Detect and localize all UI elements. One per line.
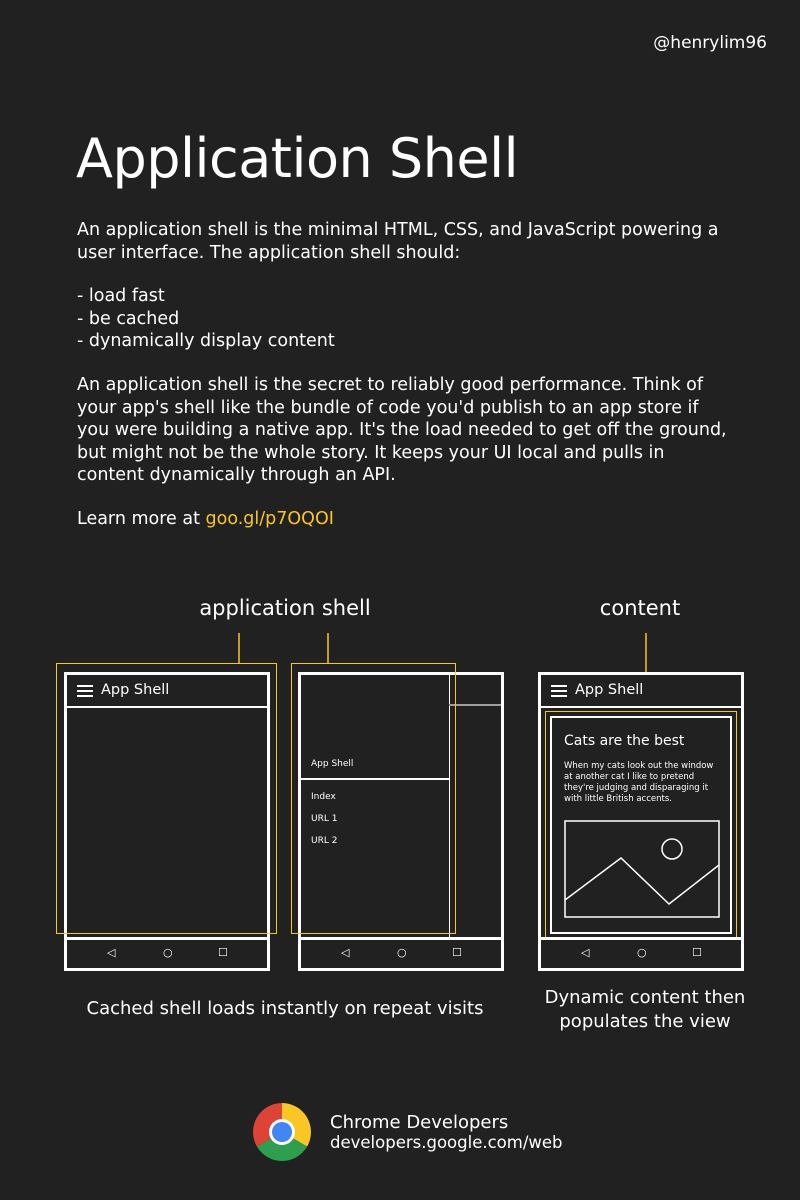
shell-highlight-box <box>56 663 277 934</box>
list-item: - load fast <box>77 286 165 306</box>
chrome-logo-icon <box>253 1103 311 1161</box>
drawer-item-url-1[interactable]: URL 1 <box>311 814 338 824</box>
list-item: - dynamically display content <box>77 331 335 351</box>
system-nav-bar <box>301 937 501 968</box>
app-bar-title: App Shell <box>575 682 644 698</box>
drawer-item-index[interactable]: Index <box>311 792 336 802</box>
card-text: When my cats look out the window at another cat I like to pretend they're judging and disparaging it with little British accents. <box>564 761 714 804</box>
back-icon: ◁ <box>581 946 590 959</box>
footer-url[interactable]: developers.google.com/web <box>330 1133 563 1152</box>
application-shell-label: application shell <box>199 596 371 620</box>
footer-brand-name: Chrome Developers <box>330 1112 509 1133</box>
list-item: - be cached <box>77 308 180 329</box>
body-paragraph: An application shell is the secret to reliably good performance. Think of your app's shell like the bundle of code you'd publish to an app store if you were building a native app. It's the load needed to get off the ground, but might not be the whole story. It keeps your UI local and pulls in content dynamically through an API. <box>77 375 727 485</box>
content-caption: Dynamic content then populates the view <box>544 987 746 1032</box>
shell-caption: Cached shell loads instantly on repeat visits <box>86 998 484 1019</box>
recents-icon: ☐ <box>692 946 702 959</box>
intro-paragraph: An application shell is the minimal HTML, CSS, and JavaScript powering a user interface. The application shell should: <box>77 220 719 263</box>
content-label: content <box>599 596 681 620</box>
home-icon: ○ <box>397 946 407 959</box>
system-nav-bar <box>541 937 741 968</box>
drawer-title: App Shell <box>311 759 354 769</box>
drawer-item-url-2[interactable]: URL 2 <box>311 836 338 846</box>
author-handle: @henrylim96 <box>653 33 767 53</box>
card-title: Cats are the best <box>564 733 685 749</box>
app-bar-title: App Shell <box>101 682 170 698</box>
back-icon: ◁ <box>341 946 350 959</box>
image-placeholder-icon <box>564 820 720 918</box>
home-icon: ○ <box>163 946 173 959</box>
learn-more-prefix: Learn more at <box>77 509 206 529</box>
system-nav-bar <box>67 937 267 968</box>
page-title: Application Shell <box>76 127 519 190</box>
content-card <box>550 716 732 934</box>
back-icon: ◁ <box>107 946 116 959</box>
home-icon: ○ <box>637 946 647 959</box>
underlying-app-bar <box>449 704 501 706</box>
recents-icon: ☐ <box>218 946 228 959</box>
recents-icon: ☐ <box>452 946 462 959</box>
menu-icon <box>551 685 567 697</box>
drawer-highlight-box <box>291 663 456 934</box>
phone-content-mockup <box>538 672 744 971</box>
app-bar <box>541 675 741 708</box>
learn-more-link[interactable]: goo.gl/p7OQOI <box>205 509 334 529</box>
